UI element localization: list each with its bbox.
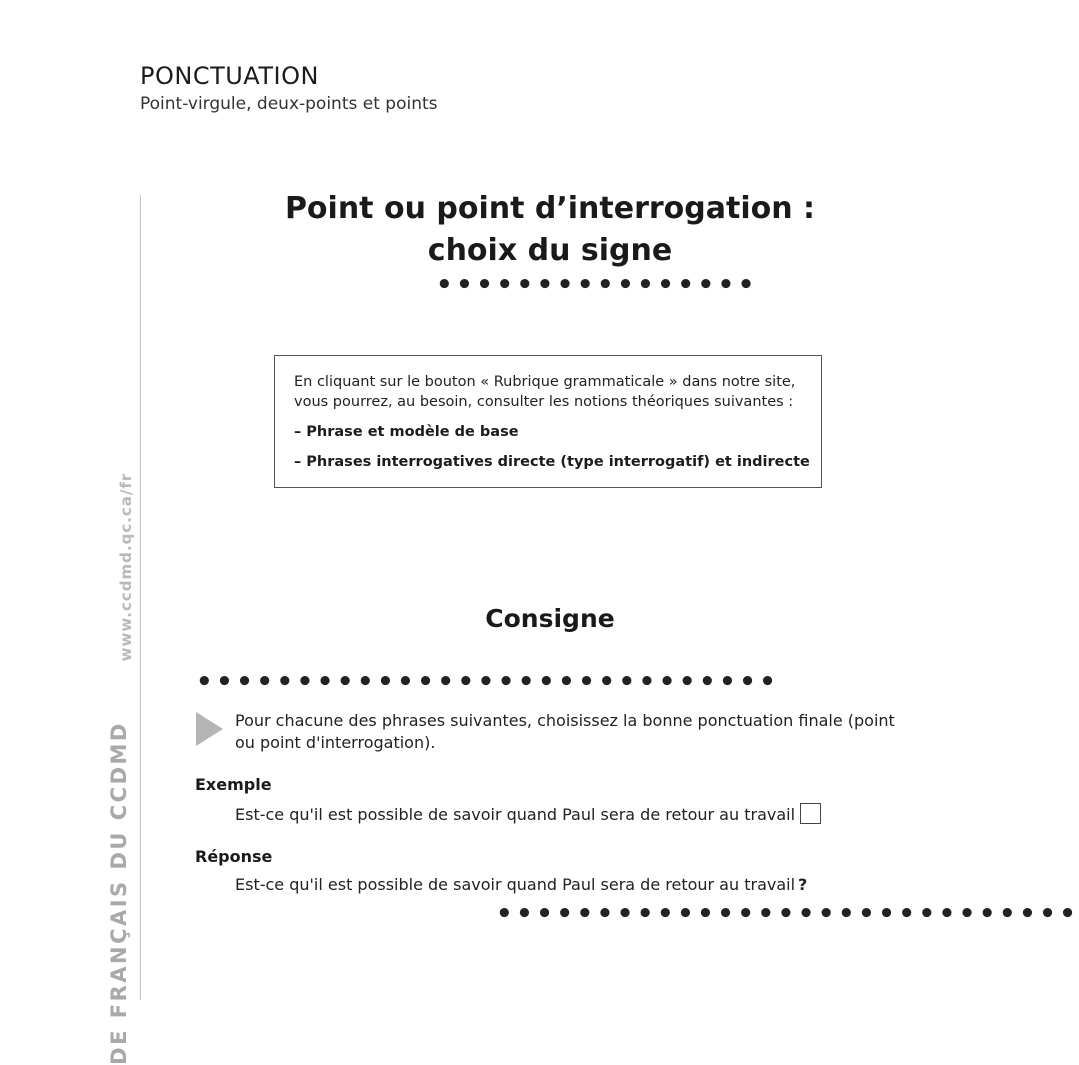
consigne-heading: Consigne <box>485 604 615 633</box>
info-line-1: En cliquant sur le bouton « Rubrique grammaticale » dans notre site, <box>294 374 796 390</box>
bottom-dotted-rule: ••••••••••••••••••••••••••••• <box>496 899 1079 929</box>
answer-punctuation: ? <box>798 875 808 894</box>
play-arrow-icon <box>196 712 223 746</box>
example-sentence <box>235 803 821 824</box>
exercise-title <box>200 188 900 272</box>
answer-label: Réponse <box>195 847 273 866</box>
example-sentence-text: Est-ce qu'il est possible de savoir quand Paul sera de retour au travail <box>235 805 796 824</box>
answer-sentence <box>235 875 807 894</box>
consigne-instruction: Pour chacune des phrases suivantes, choisissez la bonne ponctuation finale (point ou point d'interrogation). <box>235 711 895 752</box>
info-box <box>274 355 822 488</box>
section-subtitle: Point-virgule, deux-points et points <box>140 94 438 114</box>
example-label: Exemple <box>195 775 272 794</box>
answer-sentence-text: Est-ce qu'il est possible de savoir quand Paul sera de retour au travail <box>235 875 796 894</box>
section-title: PONCTUATION <box>140 62 319 90</box>
info-line-2: vous pourrez, au besoin, consulter les notions théoriques suivantes : <box>294 394 794 410</box>
side-brand-text: DE FRANÇAIS DU CCDMD <box>107 721 131 1065</box>
info-item-2[interactable]: – Phrases interrogatives directe (type interrogatif) et indirecte <box>294 454 810 470</box>
info-item-1[interactable]: – Phrase et modèle de base <box>294 424 519 440</box>
side-url-text: www.ccdmd.qc.ca/fr <box>117 472 135 662</box>
margin-divider <box>140 195 141 1000</box>
consigne-dotted-rule: ••••••••••••••••••••••••••••• <box>196 667 780 697</box>
exercise-title-line1: Point ou point d’interrogation : <box>284 191 816 226</box>
answer-checkbox[interactable] <box>800 803 821 824</box>
exercise-title-line2: choix du signe <box>427 233 673 268</box>
title-dotted-rule: •••••••••••••••• <box>436 270 758 300</box>
